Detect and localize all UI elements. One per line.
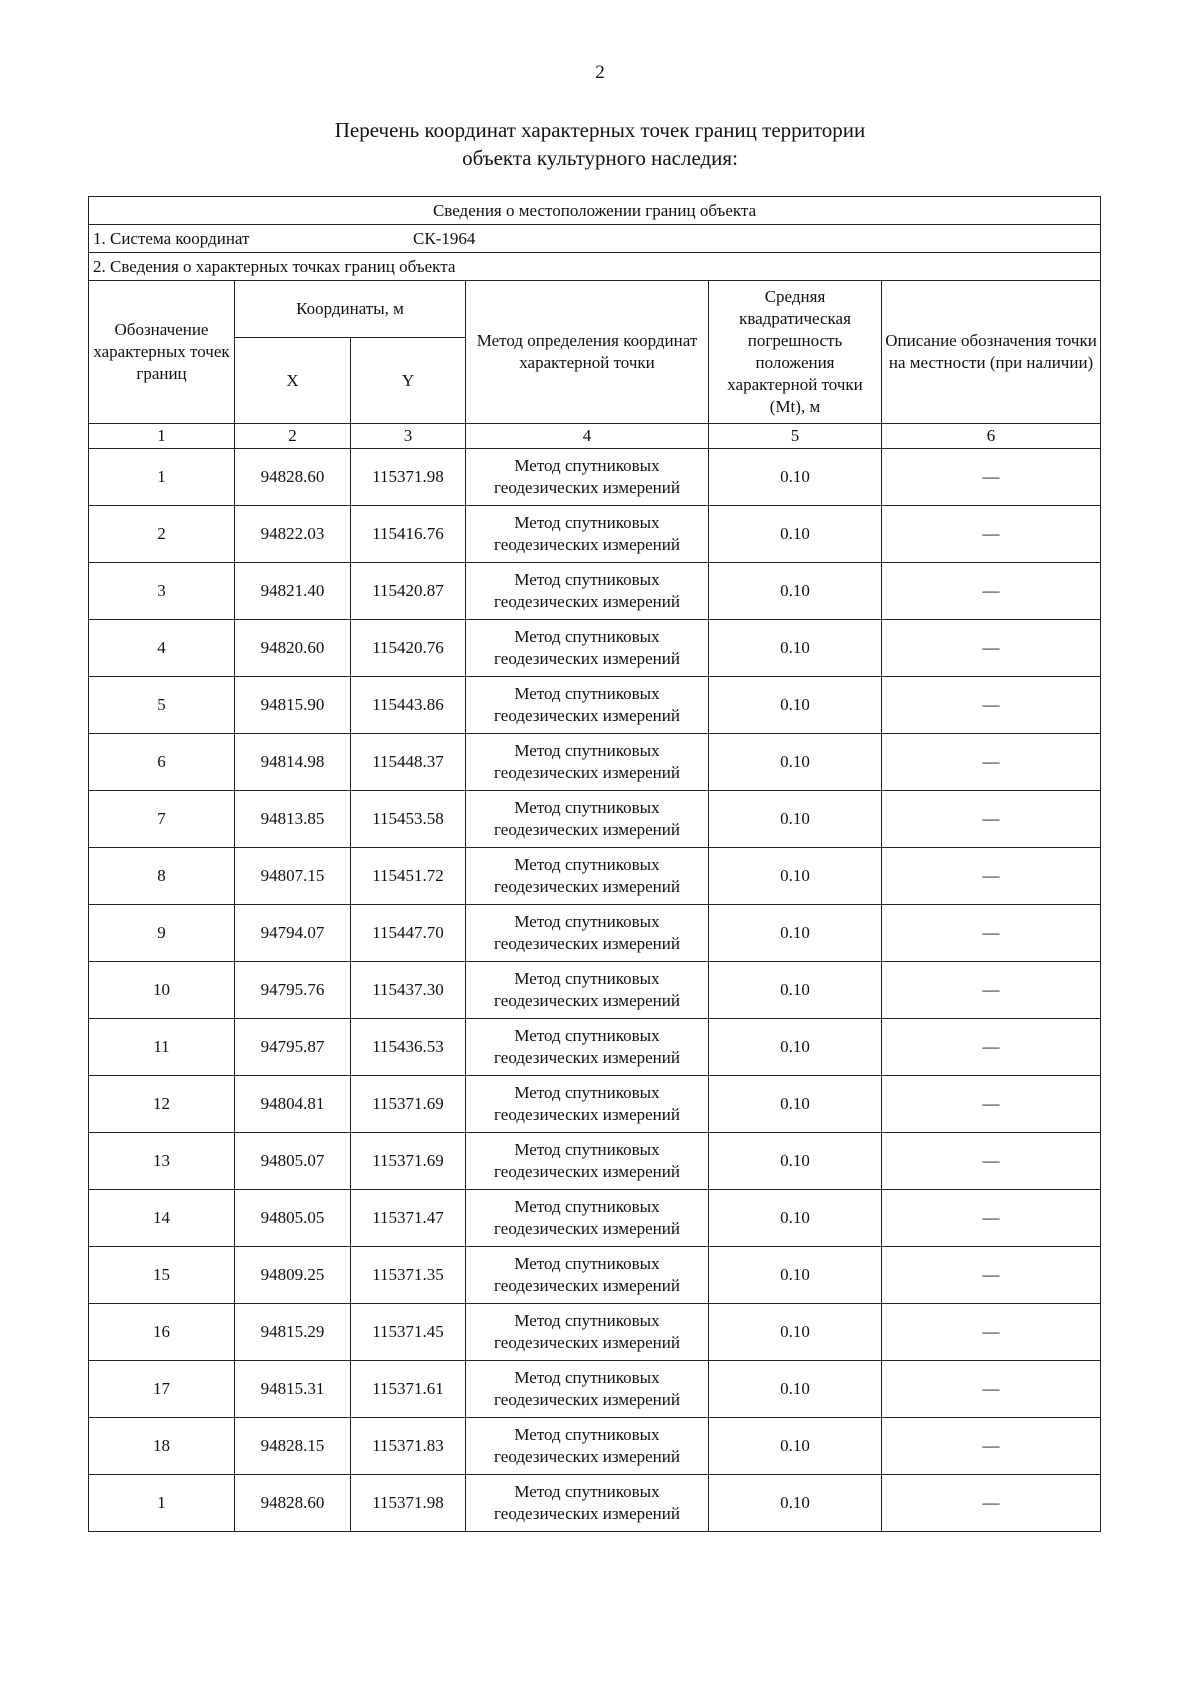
- method-line-2: геодезических измерений: [494, 763, 680, 782]
- point-description: —: [882, 1190, 1101, 1247]
- method-line-2: геодезических измерений: [494, 991, 680, 1010]
- error-value: 0.10: [709, 620, 882, 677]
- table-row: [89, 734, 1101, 791]
- point-description: —: [882, 620, 1101, 677]
- x-coordinate: 94815.31: [235, 1361, 351, 1418]
- document-title-line-1: Перечень координат характерных точек границ территории: [334, 118, 866, 142]
- method: [466, 506, 709, 563]
- method-line-2: геодезических измерений: [494, 478, 680, 497]
- method-line-2: геодезических измерений: [494, 649, 680, 668]
- table-row: [89, 791, 1101, 848]
- error-value: 0.10: [709, 1076, 882, 1133]
- error-value: 0.10: [709, 791, 882, 848]
- y-coordinate: 115443.86: [351, 677, 466, 734]
- method: [466, 905, 709, 962]
- y-coordinate: 115453.58: [351, 791, 466, 848]
- method: [466, 734, 709, 791]
- column-header-error: Средняя квадратическая погрешность положения характерной точки (Mt), м: [709, 281, 882, 424]
- method-line-1: Метод спутниковых: [514, 1083, 660, 1102]
- method: [466, 1361, 709, 1418]
- column-number: 5: [709, 424, 882, 449]
- point-label: 10: [89, 962, 235, 1019]
- method-line-1: Метод спутниковых: [514, 684, 660, 703]
- table-row: [89, 563, 1101, 620]
- method-line-1: Метод спутниковых: [514, 798, 660, 817]
- x-coordinate: 94828.60: [235, 1475, 351, 1532]
- point-description: —: [882, 1304, 1101, 1361]
- method-line-2: геодезических измерений: [494, 1276, 680, 1295]
- point-label: 9: [89, 905, 235, 962]
- method-line-2: геодезических измерений: [494, 1048, 680, 1067]
- point-label: 14: [89, 1190, 235, 1247]
- y-coordinate: 115448.37: [351, 734, 466, 791]
- method: [466, 563, 709, 620]
- column-number: 1: [89, 424, 235, 449]
- table-row: [89, 1076, 1101, 1133]
- method-line-1: Метод спутниковых: [514, 1482, 660, 1501]
- point-description: —: [882, 1247, 1101, 1304]
- method-line-2: геодезических измерений: [494, 1105, 680, 1124]
- table-row: [89, 620, 1101, 677]
- y-coordinate: 115371.69: [351, 1133, 466, 1190]
- error-value: 0.10: [709, 677, 882, 734]
- point-description: —: [882, 563, 1101, 620]
- points-section-header: 2. Сведения о характерных точках границ объекта: [89, 253, 1101, 281]
- method-line-2: геодезических измерений: [494, 820, 680, 839]
- table-row: [89, 962, 1101, 1019]
- method: [466, 962, 709, 1019]
- error-value: 0.10: [709, 1475, 882, 1532]
- x-coordinate: 94794.07: [235, 905, 351, 962]
- method-line-1: Метод спутниковых: [514, 1026, 660, 1045]
- x-coordinate: 94814.98: [235, 734, 351, 791]
- column-number: 2: [235, 424, 351, 449]
- y-coordinate: 115371.61: [351, 1361, 466, 1418]
- x-coordinate: 94821.40: [235, 563, 351, 620]
- x-coordinate: 94828.15: [235, 1418, 351, 1475]
- column-number: 4: [466, 424, 709, 449]
- point-description: —: [882, 449, 1101, 506]
- point-description: —: [882, 1361, 1101, 1418]
- method-line-1: Метод спутниковых: [514, 1254, 660, 1273]
- coordinate-system-value: СК-1964: [413, 228, 476, 248]
- column-header-coordinates: Координаты, м: [235, 281, 466, 338]
- method: [466, 620, 709, 677]
- x-coordinate: 94804.81: [235, 1076, 351, 1133]
- method: [466, 1133, 709, 1190]
- error-value: 0.10: [709, 1019, 882, 1076]
- point-label: 7: [89, 791, 235, 848]
- point-label: 6: [89, 734, 235, 791]
- point-description: —: [882, 1475, 1101, 1532]
- method-line-1: Метод спутниковых: [514, 969, 660, 988]
- error-value: 0.10: [709, 1133, 882, 1190]
- column-number: 6: [882, 424, 1101, 449]
- point-description: —: [882, 962, 1101, 1019]
- table-row: [89, 905, 1101, 962]
- x-coordinate: 94795.87: [235, 1019, 351, 1076]
- method: [466, 1019, 709, 1076]
- method: [466, 1190, 709, 1247]
- y-coordinate: 115371.83: [351, 1418, 466, 1475]
- method-line-1: Метод спутниковых: [514, 1311, 660, 1330]
- x-coordinate: 94805.07: [235, 1133, 351, 1190]
- table-row: [89, 1019, 1101, 1076]
- point-description: —: [882, 506, 1101, 563]
- table-row: [89, 677, 1101, 734]
- column-header-method: Метод определения координат характерной точки: [466, 281, 709, 424]
- table-main-header: Сведения о местоположении границ объекта: [89, 197, 1101, 225]
- point-description: —: [882, 734, 1101, 791]
- y-coordinate: 115420.87: [351, 563, 466, 620]
- method-line-1: Метод спутниковых: [514, 513, 660, 532]
- table-row: [89, 848, 1101, 905]
- method: [466, 1418, 709, 1475]
- point-description: —: [882, 905, 1101, 962]
- table-row: [89, 1361, 1101, 1418]
- point-label: 18: [89, 1418, 235, 1475]
- x-coordinate: 94809.25: [235, 1247, 351, 1304]
- point-description: —: [882, 1418, 1101, 1475]
- error-value: 0.10: [709, 449, 882, 506]
- point-description: —: [882, 791, 1101, 848]
- point-label: 17: [89, 1361, 235, 1418]
- document-title-line-2: объекта культурного наследия:: [462, 146, 738, 170]
- point-label: 8: [89, 848, 235, 905]
- method: [466, 449, 709, 506]
- point-description: —: [882, 1019, 1101, 1076]
- column-number: 3: [351, 424, 466, 449]
- column-header-y: Y: [351, 338, 466, 424]
- column-header-point: Обозначение характерных точек границ: [89, 281, 235, 424]
- x-coordinate: 94815.90: [235, 677, 351, 734]
- method-line-1: Метод спутниковых: [514, 1425, 660, 1444]
- point-label: 5: [89, 677, 235, 734]
- boundary-coordinates-table: [88, 196, 1101, 1532]
- method-line-1: Метод спутниковых: [514, 1368, 660, 1387]
- table-row: [89, 506, 1101, 563]
- table-row: [89, 1304, 1101, 1361]
- point-label: 13: [89, 1133, 235, 1190]
- method-line-1: Метод спутниковых: [514, 1140, 660, 1159]
- y-coordinate: 115436.53: [351, 1019, 466, 1076]
- method-line-1: Метод спутниковых: [514, 570, 660, 589]
- error-value: 0.10: [709, 1361, 882, 1418]
- method-line-1: Метод спутниковых: [514, 741, 660, 760]
- x-coordinate: 94813.85: [235, 791, 351, 848]
- y-coordinate: 115371.69: [351, 1076, 466, 1133]
- method-line-2: геодезических измерений: [494, 1447, 680, 1466]
- error-value: 0.10: [709, 563, 882, 620]
- point-label: 12: [89, 1076, 235, 1133]
- point-label: 11: [89, 1019, 235, 1076]
- point-label: 16: [89, 1304, 235, 1361]
- method-line-2: геодезических измерений: [494, 1333, 680, 1352]
- y-coordinate: 115416.76: [351, 506, 466, 563]
- table-row: [89, 1133, 1101, 1190]
- method: [466, 1475, 709, 1532]
- point-label: 2: [89, 506, 235, 563]
- point-label: 15: [89, 1247, 235, 1304]
- method-line-2: геодезических измерений: [494, 1219, 680, 1238]
- y-coordinate: 115420.76: [351, 620, 466, 677]
- table-row: [89, 449, 1101, 506]
- column-header-description: Описание обозначения точки на местности (при наличии): [882, 281, 1101, 424]
- point-label: 4: [89, 620, 235, 677]
- method-line-1: Метод спутниковых: [514, 456, 660, 475]
- method: [466, 848, 709, 905]
- y-coordinate: 115437.30: [351, 962, 466, 1019]
- y-coordinate: 115451.72: [351, 848, 466, 905]
- method-line-2: геодезических измерений: [494, 1390, 680, 1409]
- table-row: [89, 1475, 1101, 1532]
- method-line-1: Метод спутниковых: [514, 855, 660, 874]
- error-value: 0.10: [709, 848, 882, 905]
- error-value: 0.10: [709, 1304, 882, 1361]
- point-description: —: [882, 1133, 1101, 1190]
- coordinate-system-label: 1. Система координат: [93, 228, 250, 248]
- y-coordinate: 115447.70: [351, 905, 466, 962]
- table-row: [89, 1190, 1101, 1247]
- method: [466, 1247, 709, 1304]
- method-line-1: Метод спутниковых: [514, 1197, 660, 1216]
- point-description: —: [882, 1076, 1101, 1133]
- x-coordinate: 94807.15: [235, 848, 351, 905]
- column-header-x: X: [235, 338, 351, 424]
- method: [466, 1076, 709, 1133]
- method: [466, 1304, 709, 1361]
- x-coordinate: 94805.05: [235, 1190, 351, 1247]
- error-value: 0.10: [709, 962, 882, 1019]
- method-line-2: геодезических измерений: [494, 934, 680, 953]
- method-line-1: Метод спутниковых: [514, 627, 660, 646]
- x-coordinate: 94815.29: [235, 1304, 351, 1361]
- coordinate-system-row: [89, 225, 1101, 253]
- x-coordinate: 94828.60: [235, 449, 351, 506]
- table-row: [89, 1418, 1101, 1475]
- method: [466, 791, 709, 848]
- y-coordinate: 115371.45: [351, 1304, 466, 1361]
- method-line-1: Метод спутниковых: [514, 912, 660, 931]
- method-line-2: геодезических измерений: [494, 535, 680, 554]
- method-line-2: геодезических измерений: [494, 592, 680, 611]
- error-value: 0.10: [709, 506, 882, 563]
- y-coordinate: 115371.98: [351, 449, 466, 506]
- page-number: 2: [595, 62, 605, 83]
- x-coordinate: 94795.76: [235, 962, 351, 1019]
- point-label: 1: [89, 1475, 235, 1532]
- x-coordinate: 94822.03: [235, 506, 351, 563]
- method-line-2: геодезических измерений: [494, 877, 680, 896]
- method-line-2: геодезических измерений: [494, 706, 680, 725]
- document-title: [0, 116, 1200, 172]
- error-value: 0.10: [709, 1247, 882, 1304]
- method-line-2: геодезических измерений: [494, 1162, 680, 1181]
- y-coordinate: 115371.35: [351, 1247, 466, 1304]
- point-label: 3: [89, 563, 235, 620]
- y-coordinate: 115371.47: [351, 1190, 466, 1247]
- error-value: 0.10: [709, 1418, 882, 1475]
- error-value: 0.10: [709, 905, 882, 962]
- y-coordinate: 115371.98: [351, 1475, 466, 1532]
- table-row: [89, 1247, 1101, 1304]
- method-line-2: геодезических измерений: [494, 1504, 680, 1523]
- x-coordinate: 94820.60: [235, 620, 351, 677]
- point-label: 1: [89, 449, 235, 506]
- error-value: 0.10: [709, 1190, 882, 1247]
- point-description: —: [882, 677, 1101, 734]
- error-value: 0.10: [709, 734, 882, 791]
- method: [466, 677, 709, 734]
- point-description: —: [882, 848, 1101, 905]
